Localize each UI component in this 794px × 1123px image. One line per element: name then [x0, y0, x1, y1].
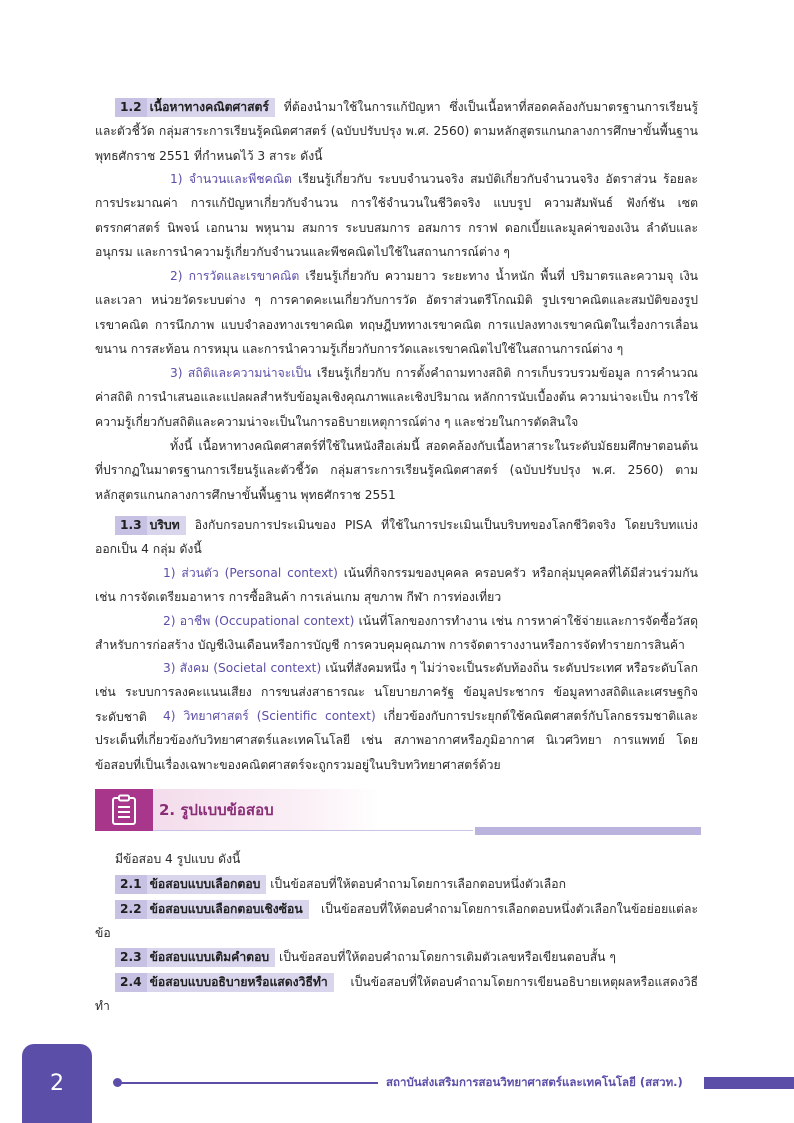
s22-text: เป็นข้อสอบที่ให้ตอบคำถามโดยการเลือกตอบหนึ่งตัวเลือกในข้อย่อยแต่ละข้อ [95, 902, 698, 941]
s23-text: เป็นข้อสอบที่ให้ตอบคำถามโดยการเติมตัวเลขหรือเขียนตอบสั้น ๆ [275, 950, 616, 964]
section-2-item-3 [95, 945, 698, 969]
s12-item-2-title: 2) การวัดและเรขาคณิต [170, 269, 300, 283]
s12-item-3-title: 3) สถิติและความน่าจะเป็น [170, 366, 312, 380]
section-2-title: 2. รูปแบบข้อสอบ [153, 789, 379, 831]
section-2-header [95, 789, 701, 835]
s12-item-3 [95, 361, 698, 434]
s12-heading: เนื้อหาทางคณิตศาสตร์ [149, 100, 269, 114]
s13-item-4 [95, 704, 698, 777]
s13-heading-tag [115, 516, 186, 535]
s12-closing-text: ทั้งนี้ เนื้อหาทางคณิตศาสตร์ที่ใช้ในหนังสือเล่มนี้ สอดคล้องกับเนื้อหาสาระในระดับมัธยมศึกษาตอนต้น ที่ปรากฏในมาตรฐานการเรียนรู้และตัวชี้วัด กลุ่มสาระการเรียนรู้คณิตศาสตร์ (ฉบับปรับปรุง พ.ศ. 2560) ตามหลักสูตรแกนกลางการศึกษาขั้นพื้นฐาน พุทธศักราช 2551 [95, 439, 698, 502]
s23-tag [115, 948, 275, 967]
section-2-item-1 [95, 872, 698, 896]
s21-tag [115, 875, 266, 894]
footer-bar [704, 1077, 794, 1089]
section-2-rule-thick [475, 827, 701, 835]
s23-number: 2.3 [115, 948, 147, 967]
s13-item-2 [95, 609, 698, 658]
s24-number: 2.4 [115, 973, 147, 992]
s12-intro-paragraph [95, 95, 698, 168]
s12-heading-tag [115, 98, 275, 117]
s13-item-4-title: 4) วิทยาศาสตร์ (Scientific context) [163, 709, 376, 723]
s12-item-1-text: เรียนรู้เกี่ยวกับ ระบบจำนวนจริง สมบัติเกี่ยวกับจำนวนจริง อัตราส่วน ร้อยละ การประมาณค่า การแก้ปัญหาเกี่ยวกับจำนวน การใช้จำนวนในชีวิตจริง แบบรูป ความสัมพันธ์ ฟังก์ชัน เซต ตรรกศาสตร์ นิพจน์ เอกนาม พหุนาม สมการ ระบบสมการ อสมการ กราฟ ดอกเบี้ยและมูลค่าของเงิน ลำดับและอนุกรม และการนำความรู้เกี่ยวกับจำนวนและพีชคณิตไปใช้ในสถานการณ์ต่าง ๆ [95, 172, 698, 259]
s12-item-2-text: เรียนรู้เกี่ยวกับ ความยาว ระยะทาง น้ำหนัก พื้นที่ ปริมาตรและความจุ เงินและเวลา หน่วยวัดระบบต่าง ๆ การคาดคะเนเกี่ยวกับการวัด อัตราส่วนตรีโกณมิติ รูปเรขาคณิตและสมบัติของรูปเรขาคณิต การนึกภาพ แบบจำลองทางเรขาคณิต ทฤษฎีบททางเรขาคณิต การแปลงทางเรขาคณิตในเรื่องการเลื่อนขนาน การสะท้อน การหมุน และการนำความรู้เกี่ยวกับการวัดและเรขาคณิตไปใช้ในสถานการณ์ต่าง ๆ [95, 269, 698, 356]
s22-number: 2.2 [115, 900, 147, 919]
section-2-rule-thin [153, 830, 473, 831]
s13-item-4-text: เกี่ยวข้องกับการประยุกต์ใช้คณิตศาสตร์กับโลกธรรมชาติและประเด็นที่เกี่ยวข้องกับวิทยาศาสตร์และเทคโนโลยี เช่น สภาพอากาศหรือภูมิอากาศ นิเวศวิทยา การแพทย์ โดยข้อสอบที่เป็นเรื่องเฉพาะของคณิตศาสตร์จะถูกรวมอยู่ในบริบทวิทยาศาสตร์ด้วย [95, 709, 698, 772]
s12-number: 1.2 [115, 98, 147, 117]
s21-number: 2.1 [115, 875, 147, 894]
s24-text: เป็นข้อสอบที่ให้ตอบคำถามโดยการเขียนอธิบายเหตุผลหรือแสดงวิธีทำ [95, 975, 698, 1014]
s13-intro-paragraph [95, 513, 698, 562]
s13-item-1-title: 1) ส่วนตัว (Personal context) [163, 566, 338, 580]
clipboard-icon [95, 789, 153, 831]
section-2-item-2 [95, 897, 698, 946]
s13-item-1-text: เน้นที่กิจกรรมของบุคคล ครอบครัว หรือกลุ่มบุคคลที่ได้มีส่วนร่วมกัน เช่น การจัดเตรียมอาหาร การซื้อสินค้า การเล่นเกม สุขภาพ กีฬา การท่องเที่ยว [95, 566, 698, 605]
s13-item-3-title: 3) สังคม (Societal context) [163, 661, 322, 675]
page-number: 2 [22, 1044, 92, 1123]
s13-item-2-title: 2) อาชีพ (Occupational context) [163, 614, 355, 628]
s13-intro-text: อิงกับกรอบการประเมินของ PISA ที่ใช้ในการประเมินเป็นบริบทของโลกชีวิตจริง โดยบริบทแบ่งออกเป็น 4 กลุ่ม ดังนี้ [95, 518, 698, 557]
s24-tag [115, 973, 334, 992]
section-2-intro-text: มีข้อสอบ 4 รูปแบบ ดังนี้ [115, 852, 241, 866]
s12-item-1 [95, 167, 698, 264]
s22-heading: ข้อสอบแบบเลือกตอบเชิงซ้อน [149, 902, 303, 916]
s22-tag [115, 900, 309, 919]
footer-line [120, 1082, 378, 1084]
s12-item-3-text: เรียนรู้เกี่ยวกับ การตั้งคำถามทางสถิติ การเก็บรวบรวมข้อมูล การคำนวณค่าสถิติ การนำเสนอและแปลผลสำหรับข้อมูลเชิงคุณภาพและเชิงปริมาณ หลักการนับเบื้องต้น ความน่าจะเป็น การใช้ความรู้เกี่ยวกับสถิติและความน่าจะเป็นในการอธิบายเหตุการณ์ต่าง ๆ และช่วยในการตัดสินใจ [95, 366, 698, 429]
s12-closing [95, 434, 698, 507]
s13-item-3-text: เน้นที่สังคมหนึ่ง ๆ ไม่ว่าจะเป็นระดับท้องถิ่น ระดับประเทศ หรือระดับโลก เช่น ระบบการลงคะแนนเสียง การขนส่งสาธารณะ นโยบายภาครัฐ ข้อมูลประชากร ข้อมูลทางสถิติและเศรษฐกิจระดับชาติ [95, 661, 698, 724]
s13-number: 1.3 [115, 516, 147, 535]
s13-heading: บริบท [149, 518, 180, 532]
s12-intro-text: ที่ต้องนำมาใช้ในการแก้ปัญหา ซึ่งเป็นเนื้อหาที่สอดคล้องกับมาตรฐานการเรียนรู้และตัวชี้วัด กลุ่มสาระการเรียนรู้คณิตศาสตร์ (ฉบับปรับปรุง พ.ศ. 2560) ตามหลักสูตรแกนกลางการศึกษาขั้นพื้นฐาน พุทธศักราช 2551 ที่กำหนดไว้ 3 สาระ ดังนี้ [95, 100, 698, 163]
s12-item-2 [95, 264, 698, 361]
s13-item-1 [95, 561, 698, 610]
s12-item-1-title: 1) จำนวนและพีชคณิต [170, 172, 292, 186]
s21-text: เป็นข้อสอบที่ให้ตอบคำถามโดยการเลือกตอบหนึ่งตัวเลือก [266, 877, 566, 891]
s13-item-2-text: เน้นที่โลกของการทำงาน เช่น การหาค่าใช้จ่ายและการจัดซื้อวัสดุสำหรับการก่อสร้าง บัญชีเงินเดือนหรือการบัญชี การควบคุมคุณภาพ การจัดตารางงานหรือการจัดทำรายการสินค้า [95, 614, 699, 653]
section-2-item-4 [95, 970, 698, 1019]
s24-heading: ข้อสอบแบบอธิบายหรือแสดงวิธีทำ [149, 975, 328, 989]
footer-organization: สถาบันส่งเสริมการสอนวิทยาศาสตร์และเทคโนโลยี (สสวท.) [386, 1075, 683, 1089]
s23-heading: ข้อสอบแบบเติมคำตอบ [149, 950, 270, 964]
section-2-intro [95, 847, 698, 871]
s21-heading: ข้อสอบแบบเลือกตอบ [149, 877, 261, 891]
